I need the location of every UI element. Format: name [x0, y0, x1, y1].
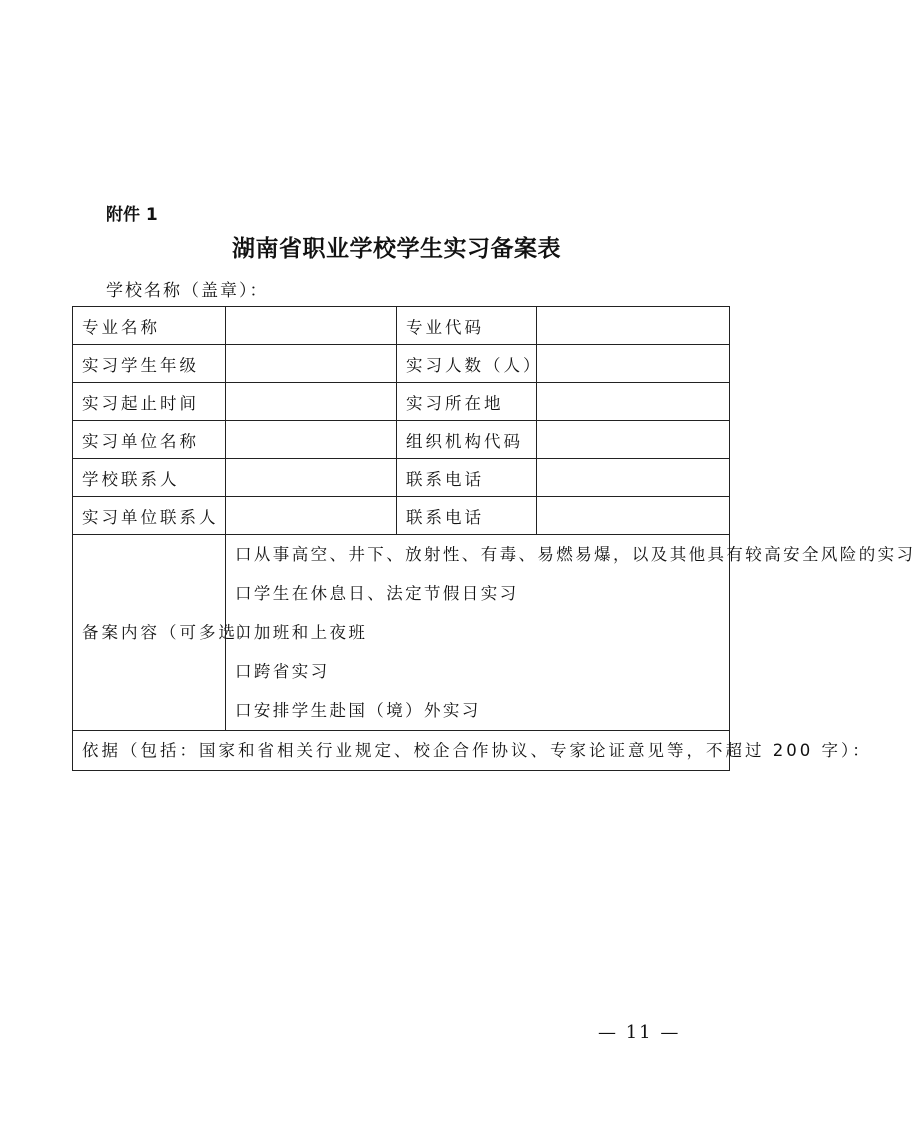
table-row: [73, 459, 730, 497]
basis-label: 依据（包括：国家和省相关行业规定、校企合作协议、专家论证意见等，不超过 200 字）：: [82, 741, 872, 760]
field-label: 联系电话: [397, 497, 537, 535]
basis-row: [73, 731, 730, 771]
option-overseas[interactable]: 口安排学生赴国（境）外实习: [235, 701, 481, 720]
filing-options-cell: [226, 535, 915, 731]
option-holiday[interactable]: 口学生在休息日、法定节假日实习: [235, 584, 519, 603]
field-value[interactable]: [226, 383, 397, 421]
page-number: — 11 —: [598, 1022, 681, 1043]
field-label: 实习人数（人）: [397, 345, 537, 383]
field-value[interactable]: [226, 421, 397, 459]
basis-cell[interactable]: [73, 731, 872, 771]
field-value[interactable]: [537, 345, 730, 383]
field-label: 实习单位联系人: [73, 497, 226, 535]
field-value[interactable]: [537, 307, 730, 345]
attachment-label: 附件 1: [106, 205, 158, 225]
field-value[interactable]: [226, 345, 397, 383]
filing-content-row: [73, 535, 730, 731]
filing-content-label: 备案内容（可多选）: [73, 535, 226, 731]
table-row: [73, 307, 730, 345]
form-title: 湖南省职业学校学生实习备案表: [232, 235, 561, 262]
filing-form-table: [72, 306, 915, 771]
field-label: 专业代码: [397, 307, 537, 345]
field-value[interactable]: [226, 307, 397, 345]
field-label: 组织机构代码: [397, 421, 537, 459]
field-value[interactable]: [226, 459, 397, 497]
option-cross-province[interactable]: 口跨省实习: [235, 662, 330, 681]
option-high-risk[interactable]: 口从事高空、井下、放射性、有毒、易燃易爆，以及其他具有较高安全风险的实习: [235, 545, 915, 564]
field-value[interactable]: [226, 497, 397, 535]
table-row: [73, 497, 730, 535]
table-row: [73, 345, 730, 383]
field-value[interactable]: [537, 459, 730, 497]
field-label: 联系电话: [397, 459, 537, 497]
field-label: 专业名称: [73, 307, 226, 345]
field-label: 实习学生年级: [73, 345, 226, 383]
option-overtime-night[interactable]: 口加班和上夜班: [235, 623, 368, 642]
table-row: [73, 421, 730, 459]
field-value[interactable]: [537, 497, 730, 535]
field-label: 实习单位名称: [73, 421, 226, 459]
field-value[interactable]: [537, 421, 730, 459]
field-label: 实习起止时间: [73, 383, 226, 421]
field-value[interactable]: [537, 383, 730, 421]
table-row: [73, 383, 730, 421]
field-label: 实习所在地: [397, 383, 537, 421]
field-label: 学校联系人: [73, 459, 226, 497]
school-name-label: 学校名称（盖章）：: [106, 281, 269, 301]
